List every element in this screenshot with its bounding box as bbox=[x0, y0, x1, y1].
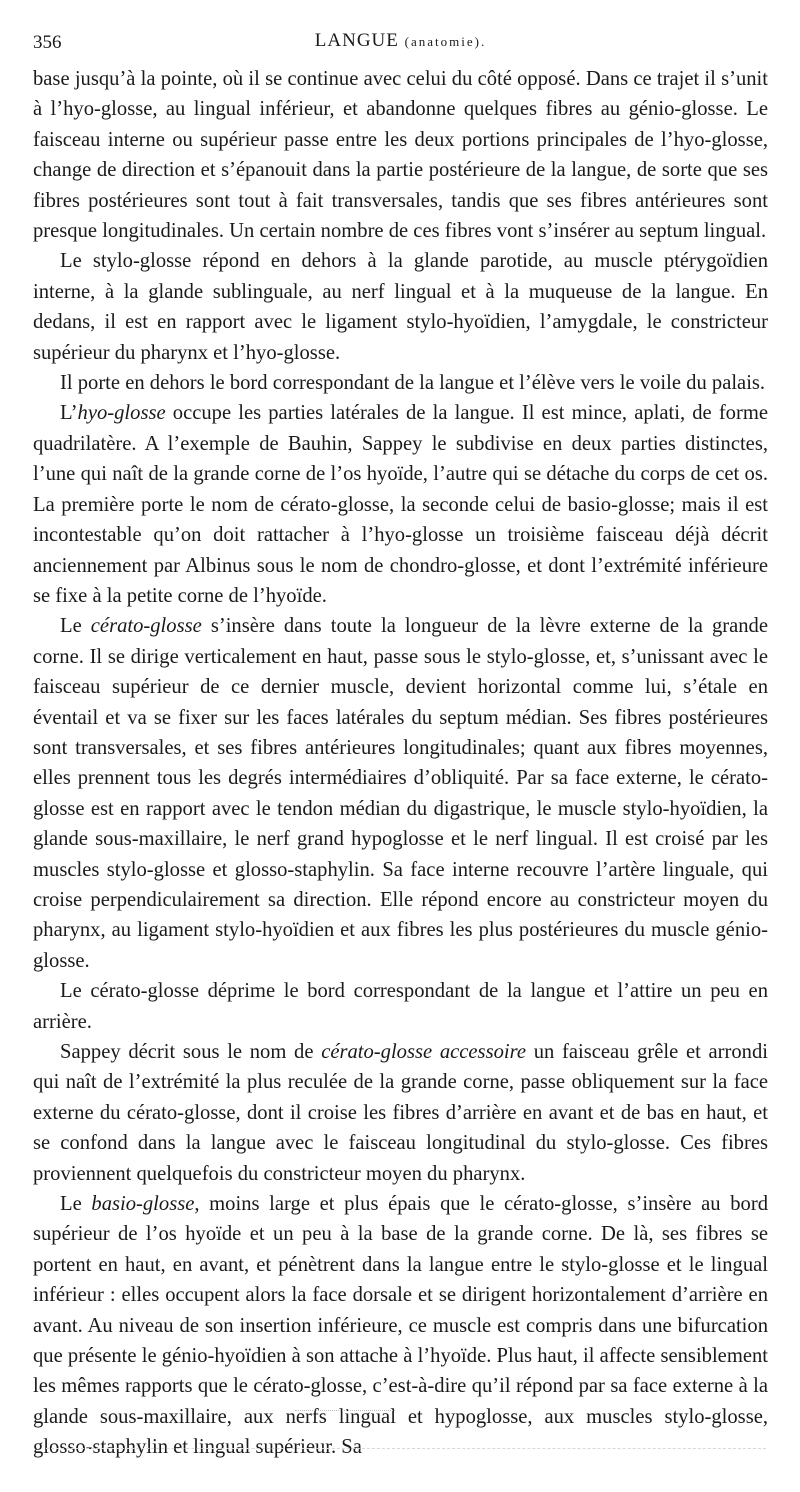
text-run: Le bbox=[60, 1193, 92, 1216]
running-head-title: LANGUE bbox=[314, 30, 399, 51]
book-page bbox=[33, 28, 768, 1463]
text-run: , moins large et plus épais que le cérato-glosse, s’insère au bord supérieur de l’os hyoïde et un peu à la base de la grande corne. De là, ses fibres se portent en haut, en avant, et pénètrent dans la langue entre le stylo-glosse et le lingual inférieur : elles occupent alors la face dorsale et se dirigent horizontalement d’arrière en avant. Au niveau de son insertion inférieure, ce muscle est compris dans une bifurcation que présente le génio-hyoïdien à son attache à l’hyoïde. Plus haut, il affecte sensiblement les mêmes rapports que le cérato-glosse, c’est-à-dire qu’il répond par sa face externe à la glande sous-maxillaire, aux nerfs lingual et hypoglosse, aux muscles stylo-glosse, glosso-staphylin et lingual supérieur. Sa bbox=[33, 1193, 768, 1459]
italic-term: cérato-glosse accessoire bbox=[321, 1041, 526, 1063]
page-number: 356 bbox=[33, 32, 62, 53]
page-header bbox=[33, 28, 768, 64]
text-run: occupe les parties latérales de la langue. Il est mince, aplati, de forme quadrilatère. A l’exemple de Bauhin, Sappey le subdivise en deux parties distinctes, l’une qui naît de la grande corne de l’os hyoïde, l’autre qui se détache du corps de cet os. La première porte le nom de cérato-glosse, la seconde celui de basio-glosse; mais il est incontestable qu’on doit rattacher à l’hyo-glosse un troisième faisceau déjà décrit anciennement par Albinus sous le nom de chondro-glosse, et dont l’extrémité inférieure se fixe à la petite corne de l’hyoïde. bbox=[33, 402, 768, 607]
paragraph bbox=[33, 1037, 768, 1189]
italic-term: cérato-glosse bbox=[90, 615, 202, 638]
body-text bbox=[33, 64, 768, 1463]
text-run: L’ bbox=[60, 402, 78, 425]
text-run: Le stylo-glosse répond en dehors à la glande parotide, au muscle ptérygoïdien interne, à la glande sublinguale, au nerf lingual et à la muqueuse de la langue. En dedans, il est en rapport avec le ligament stylo-hyoïdien, l’amygdale, le constricteur supérieur du pharynx et l’hyo-glosse. bbox=[33, 250, 768, 364]
paragraph bbox=[33, 1189, 768, 1463]
italic-term: hyo-glosse bbox=[77, 402, 166, 425]
paragraph bbox=[33, 976, 768, 1037]
paragraph bbox=[33, 368, 768, 398]
paragraph bbox=[33, 246, 768, 368]
footer-rule bbox=[46, 1448, 766, 1449]
running-head-subtitle: (anatomie). bbox=[404, 34, 487, 49]
print-smudge bbox=[295, 1410, 395, 1417]
paragraph bbox=[33, 611, 768, 976]
text-run: Il porte en dehors le bord correspondant de la langue et l’élève vers le voile du palais. bbox=[60, 372, 766, 395]
paragraph bbox=[33, 64, 768, 246]
text-run: Le bbox=[60, 615, 91, 638]
text-run: Le cérato-glosse déprime le bord correspondant de la langue et l’attire un peu en arrière. bbox=[33, 980, 768, 1033]
text-run: Sappey décrit sous le nom de bbox=[60, 1041, 322, 1063]
text-run: base jusqu’à la pointe, où il se continue avec celui du côté opposé. Dans ce trajet il s’unit à l’hyo-glosse, au lingual inférieur, et abandonne quelques fibres au génio-glosse. Le faisceau interne ou supérieur passe entre les deux portions principales de l’hyo-glosse, change de direction et s’épanouit dans la partie postérieure de la langue, de sorte que ses fibres postérieures sont tout à fait transversales, tandis que ses fibres antérieures sont presque longitudinales. Un certain nombre de ces fibres vont s’insérer au septum lingual. bbox=[33, 68, 768, 243]
text-run: s’insère dans toute la longueur de la lèvre externe de la grande corne. Il se dirige verticalement en haut, passe sous le stylo-glosse, et, s’unissant avec le faisceau supérieur de ce dernier muscle, devient horizontal comme lui, s’étale en éventail et va se fixer sur les faces latérales du septum médian. Ses fibres postérieures sont transversales, et ses fibres antérieures longitudinales; quant aux fibres moyennes, elles prennent tous les degrés intermédiaires d’obliquité. Par sa face externe, le cérato-glosse est en rapport avec le tendon médian du digastrique, le muscle stylo-hyoïdien, la glande sous-maxillaire, le nerf grand hypoglosse et le nerf lingual. Il est croisé par les muscles stylo-glosse et glosso-staphylin. Sa face interne recouvre l’artère linguale, qui croise perpendiculairement sa direction. Elle répond encore au constricteur moyen du pharynx, au ligament stylo-hyoïdien et aux fibres les plus postérieures du muscle génio-glosse. bbox=[33, 615, 768, 972]
text-run: un faisceau grêle et arrondi qui naît de l’extrémité la plus reculée de la grande corne, passe obliquement sur la face externe du cérato-glosse, dont il croise les fibres d’arrière en avant et de bas en haut, et se confond dans la langue avec le faisceau longitudinal du stylo-glosse. Ces fibres proviennent quelquefois du constricteur moyen du pharynx. bbox=[33, 1041, 768, 1185]
running-head bbox=[33, 30, 768, 52]
paragraph bbox=[33, 398, 768, 611]
italic-term: basio-glosse bbox=[91, 1193, 195, 1216]
